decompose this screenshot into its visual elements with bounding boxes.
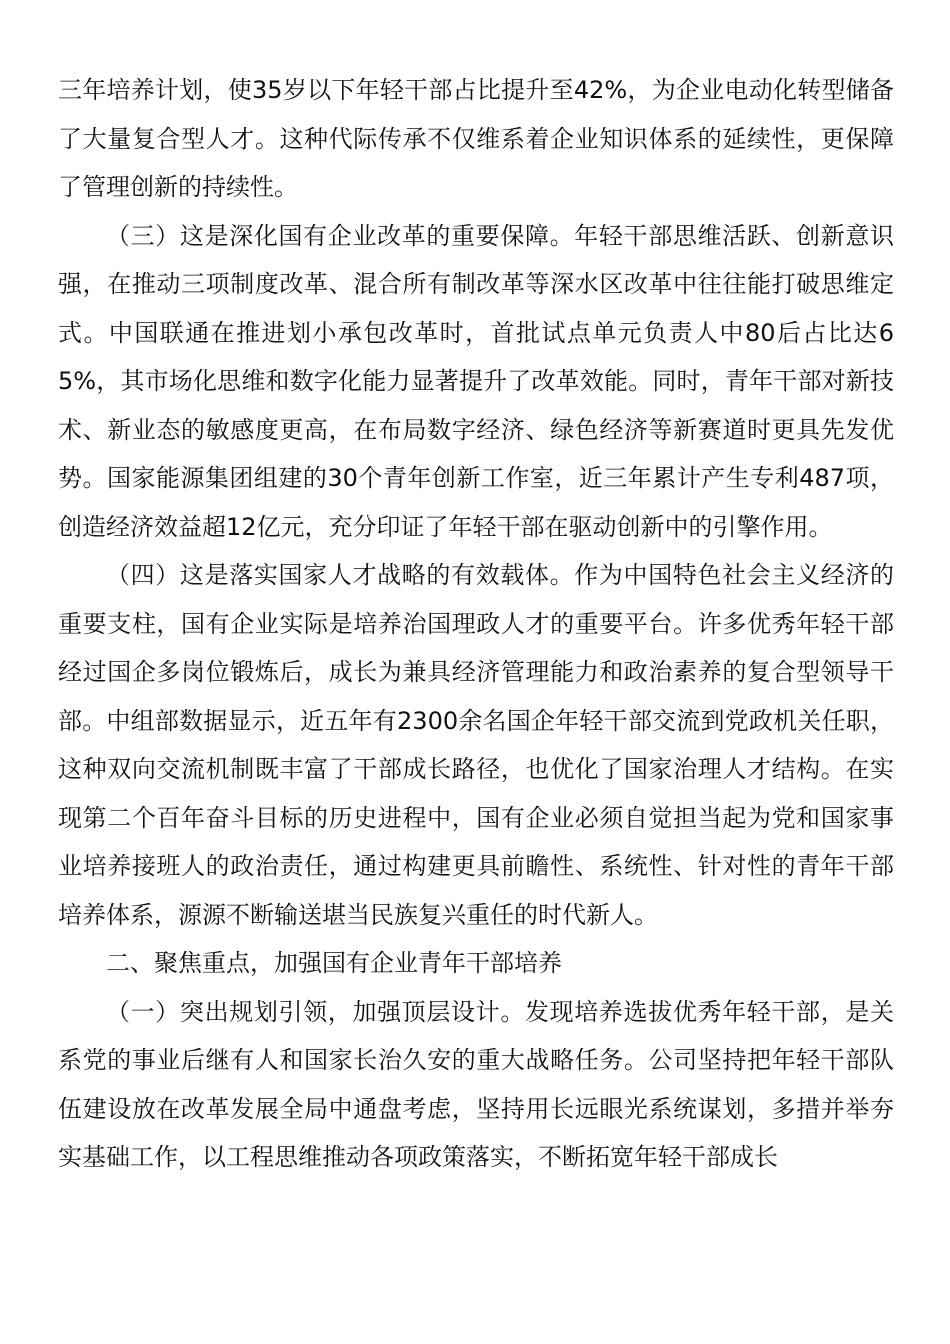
section-heading: 二、聚焦重点，加强国有企业青年干部培养 (106, 949, 562, 977)
paragraph-point-three: （三）这是深化国有企业改革的重要保障。年轻干部思维活跃、创新意识强，在推动三项制度改革、混合所有制改革等深水区改革中往往能打破思维定式。中国联通在推进划小承包改革时，首批试点单元负责人中80后占比达65%，其市场化思维和数字化能力显著提升了改革效能。同时，青年干部对新技术、新业态的敏感度更高，在布局数字经济、绿色经济等新赛道时更具先发优势。国家能源集团组建的30个青年创新工作室，近三年累计产生专利487项，创造经济效益超12亿元，充分印证了年轻干部在驱动创新中的引擎作用。 (58, 221, 894, 541)
document-page (58, 66, 894, 1182)
paragraph-sub-one: （一）突出规划引领，加强顶层设计。发现培养选拔优秀年轻干部，是关系党的事业后继有人和国家长治久安的重大战略任务。公司坚持把年轻干部队伍建设放在改革发展全局中通盘考虑，坚持用长远眼光系统谋划，多措并举夯实基础工作，以工程思维推动各项政策落实，不断拓宽年轻干部成长 (58, 997, 894, 1171)
paragraph-continuation: 三年培养计划，使35岁以下年轻干部占比提升至42%，为企业电动化转型储备了大量复合型人才。这种代际传承不仅维系着企业知识体系的延续性，更保障了管理创新的持续性。 (58, 76, 894, 201)
paragraph-point-four: （四）这是落实国家人才战略的有效载体。作为中国特色社会主义经济的重要支柱，国有企业实际是培养治国理政人才的重要平台。许多优秀年轻干部经过国企多岗位锻炼后，成长为兼具经济管理能力和政治素养的复合型领导干部。中组部数据显示，近五年有2300余名国企年轻干部交流到党政机关任职，这种双向交流机制既丰富了干部成长路径，也优化了国家治理人才结构。在实现第二个百年奋斗目标的历史进程中，国有企业必须自觉担当起为党和国家事业培养接班人的政治责任，通过构建更具前瞻性、系统性、针对性的青年干部培养体系，源源不断输送堪当民族复兴重任的时代新人。 (58, 561, 894, 929)
